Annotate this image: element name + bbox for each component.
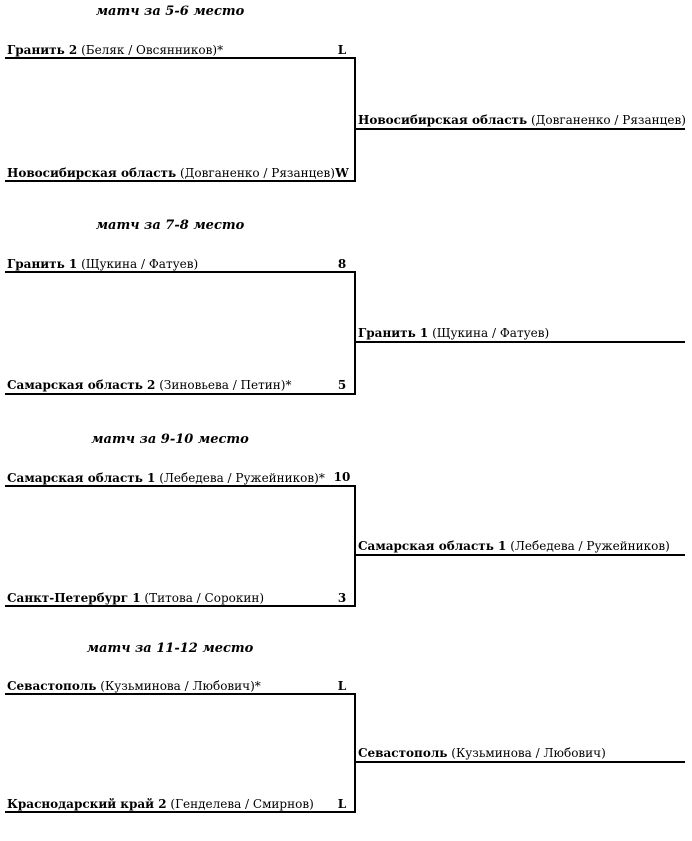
team-top: [7, 42, 223, 58]
score-top: 8: [337, 257, 347, 271]
bracket-line-bottom: [5, 180, 355, 182]
score-top: L: [337, 679, 347, 693]
winner-players: (Щукина / Фатуев): [432, 326, 550, 340]
match-title: матч за 7-8 место: [95, 218, 245, 233]
winner-line: [355, 761, 685, 763]
team-players: (Титова / Сорокин): [144, 591, 265, 605]
team-name: Самарская область 1: [7, 471, 156, 485]
score-bottom: 3: [337, 591, 347, 605]
team-players: (Генделева / Смирнов): [170, 797, 314, 811]
match-title: матч за 11-12 место: [86, 641, 254, 656]
team-name: Севастополь: [7, 679, 97, 693]
winner-players: (Лебедева / Ружейников): [510, 539, 670, 553]
team-name: Гранить 1: [7, 257, 78, 271]
score-top: 10: [333, 470, 351, 484]
bracket-line-top: [5, 693, 355, 695]
bracket-line-top: [5, 271, 355, 273]
winner-players: (Кузьминова / Любович): [451, 746, 606, 760]
match-title: матч за 9-10 место: [91, 432, 249, 447]
team-players: (Довганенко / Рязанцев): [179, 166, 335, 180]
score-top: L: [337, 43, 347, 57]
bracket-connector: [354, 57, 356, 182]
team-top: [7, 256, 198, 272]
team-name: Новосибирская область: [7, 166, 177, 180]
match-11-12: [0, 641, 692, 841]
match-title: матч за 5-6 место: [95, 4, 245, 19]
team-bottom: [7, 796, 314, 812]
score-bottom: W: [335, 166, 349, 180]
bracket-line-bottom: [5, 811, 355, 813]
bracket-line-bottom: [5, 393, 355, 395]
team-top: [7, 678, 261, 694]
winner-line: [355, 554, 685, 556]
team-players: (Зиновьева / Петин)*: [159, 378, 292, 392]
score-bottom: 5: [337, 378, 347, 392]
winner-line: [355, 341, 685, 343]
winner-name: Самарская область 1: [358, 539, 507, 553]
team-players: (Кузьминова / Любович)*: [100, 679, 261, 693]
match-5-6: [0, 4, 692, 204]
bracket-connector: [354, 485, 356, 607]
bracket-line-top: [5, 485, 355, 487]
winner-name: Севастополь: [358, 746, 448, 760]
team-players: (Беляк / Овсянников)*: [81, 43, 224, 57]
team-players: (Щукина / Фатуев): [81, 257, 199, 271]
team-name: Самарская область 2: [7, 378, 156, 392]
team-name: Краснодарский край 2: [7, 797, 167, 811]
winner: [358, 745, 606, 761]
score-bottom: L: [337, 797, 347, 811]
team-bottom: [7, 590, 264, 606]
winner-name: Новосибирская область: [358, 113, 528, 127]
team-top: [7, 470, 325, 486]
winner-players: (Довганенко / Рязанцев): [530, 113, 686, 127]
bracket-connector: [354, 693, 356, 813]
winner: [358, 538, 670, 554]
bracket-connector: [354, 271, 356, 395]
match-7-8: [0, 218, 692, 418]
match-9-10: [0, 432, 692, 632]
team-name: Санкт-Петербург 1: [7, 591, 141, 605]
team-players: (Лебедева / Ружейников)*: [159, 471, 325, 485]
bracket-line-top: [5, 57, 355, 59]
bracket-line-bottom: [5, 605, 355, 607]
team-bottom: [7, 377, 291, 393]
winner: [358, 112, 686, 128]
winner: [358, 325, 549, 341]
team-bottom: [7, 165, 335, 181]
winner-line: [355, 128, 685, 130]
team-name: Гранить 2: [7, 43, 78, 57]
winner-name: Гранить 1: [358, 326, 429, 340]
